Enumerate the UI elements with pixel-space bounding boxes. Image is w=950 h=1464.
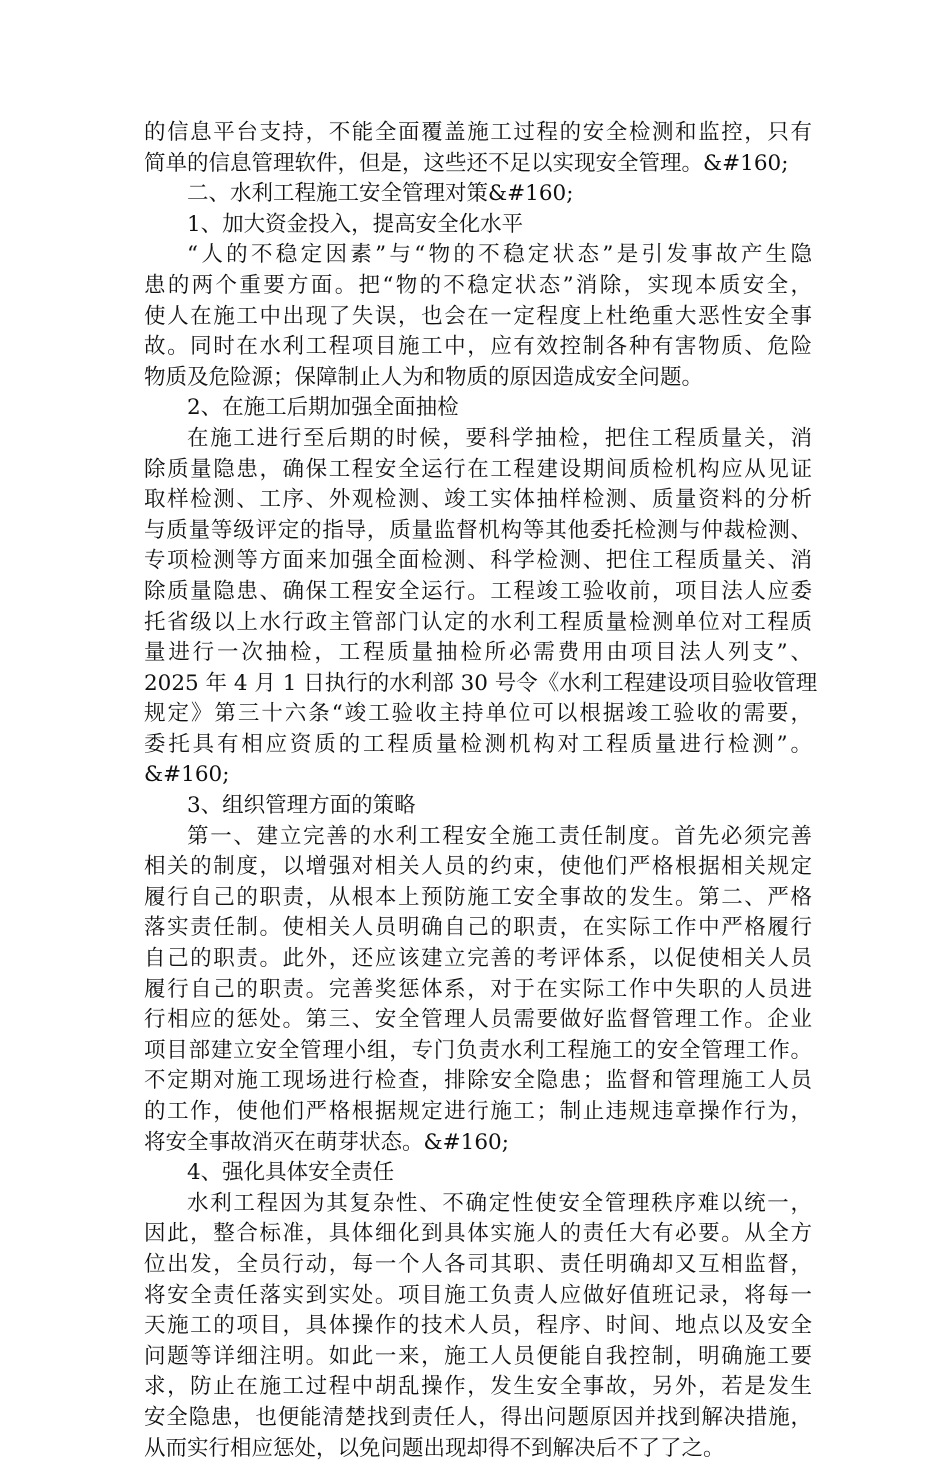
section-heading: 1、加大资金投入，提高安全化水平	[187, 211, 524, 237]
paragraph-line: 规定》第三十六条“竣工验收主持单位可以根据竣工验收的需要，	[144, 701, 812, 727]
paragraph-line: 问题等详细注明。如此一来，施工人员便能自我控制，明确施工要	[144, 1343, 812, 1369]
paragraph-line: 在施工进行至后期的时候，要科学抽检，把住工程质量关，消	[187, 425, 812, 451]
paragraph-line: 项目部建立安全管理小组，专门负责水利工程施工的安全管理工作。	[144, 1037, 812, 1063]
paragraph-line: 委托具有相应资质的工程质量检测机构对工程质量进行检测”。	[144, 731, 812, 757]
section-heading: 2、在施工后期加强全面抽检	[187, 395, 459, 421]
section-heading: 3、组织管理方面的策略	[187, 793, 416, 819]
paragraph-line: 第一、建立完善的水利工程安全施工责任制度。首先必须完善	[187, 823, 812, 849]
paragraph-line: 水利工程因为其复杂性、不确定性使安全管理秩序难以统一，	[187, 1190, 812, 1216]
paragraph-line: 专项检测等方面来加强全面检测、科学检测、把住工程质量关、消	[144, 548, 812, 574]
paragraph-line: 简单的信息管理软件，但是，这些还不足以实现安全管理。&#160;	[144, 150, 789, 176]
paragraph-line: 的信息平台支持，不能全面覆盖施工过程的安全检测和监控，只有	[144, 120, 812, 145]
paragraph-line: 与质量等级评定的指导，质量监督机构等其他委托检测与仲裁检测、	[144, 517, 812, 543]
paragraph-line: 除质量隐患，确保工程安全运行在工程建设期间质检机构应从见证	[144, 456, 812, 482]
paragraph-line: 量进行一次抽检，工程质量抽检所必需费用由项目法人列支”、	[144, 640, 812, 666]
paragraph-line: 故。同时在水利工程项目施工中，应有效控制各种有害物质、危险	[144, 334, 812, 360]
paragraph-line: 落实责任制。使相关人员明确自己的职责，在实际工作中严格履行	[144, 915, 812, 941]
paragraph-line: 患的两个重要方面。把“物的不稳定状态”消除，实现本质安全，	[144, 272, 812, 298]
paragraph-line: 2025 年 4 月 1 日执行的水利部 30 号令《水利工程建设项目验收管理	[144, 670, 818, 696]
paragraph-line: 不定期对施工现场进行检查，排除安全隐患；监督和管理施工人员	[144, 1068, 812, 1094]
paragraph-line: 履行自己的职责。完善奖惩体系，对于在实际工作中失职的人员进	[144, 976, 812, 1002]
paragraph-line: 相关的制度，以增强对相关人员的约束，使他们严格根据相关规定	[144, 854, 812, 880]
document-body	[144, 118, 818, 1464]
paragraph-line: 求，防止在施工过程中胡乱操作，发生安全事故，另外，若是发生	[144, 1374, 812, 1400]
paragraph-line: 天施工的项目，具体操作的技术人员，程序、时间、地点以及安全	[144, 1313, 812, 1339]
paragraph-line: 物质及危险源；保障制止人为和物质的原因造成安全问题。	[144, 364, 704, 390]
paragraph-line: 安全隐患，也便能清楚找到责任人，得出问题原因并找到解决措施，	[144, 1404, 812, 1430]
paragraph-line: 将安全事故消灭在萌芽状态。&#160;	[144, 1129, 509, 1155]
paragraph-line: 托省级以上水行政主管部门认定的水利工程质量检测单位对工程质	[144, 609, 812, 635]
paragraph-line: 的工作，使他们严格根据规定进行施工；制止违规违章操作行为，	[144, 1099, 812, 1124]
paragraph-line: 除质量隐患、确保工程安全运行。工程竣工验收前，项目法人应委	[144, 578, 812, 604]
paragraph-line: 行相应的惩处。第三、安全管理人员需要做好监督管理工作。企业	[144, 1007, 812, 1033]
section-heading: 4、强化具体安全责任	[187, 1160, 395, 1186]
paragraph-line: “人的不稳定因素”与“物的不稳定状态”是引发事故产生隐	[187, 242, 812, 268]
paragraph-line: 取样检测、工序、外观检测、竣工实体抽样检测、质量资料的分析	[144, 487, 812, 513]
paragraph-line: 从而实行相应惩处，以免问题出现却得不到解决后不了了之。	[144, 1435, 725, 1461]
paragraph-line: 位出发，全员行动，每一个人各司其职、责任明确却又互相监督，	[144, 1251, 812, 1277]
paragraph-line: 使人在施工中出现了失误，也会在一定程度上杜绝重大恶性安全事	[144, 303, 812, 329]
paragraph-line: 自己的职责。此外，还应该建立完善的考评体系，以促使相关人员	[144, 946, 812, 972]
section-heading: 二、水利工程施工安全管理对策&#160;	[187, 181, 574, 207]
paragraph-line: 因此，整合标准，具体细化到具体实施人的责任大有必要。从全方	[144, 1221, 812, 1247]
paragraph-line: 履行自己的职责，从根本上预防施工安全事故的发生。第二、严格	[144, 884, 812, 910]
paragraph-line: &#160;	[144, 762, 230, 788]
paragraph-line: 将安全责任落实到实处。项目施工负责人应做好值班记录，将每一	[144, 1282, 812, 1308]
